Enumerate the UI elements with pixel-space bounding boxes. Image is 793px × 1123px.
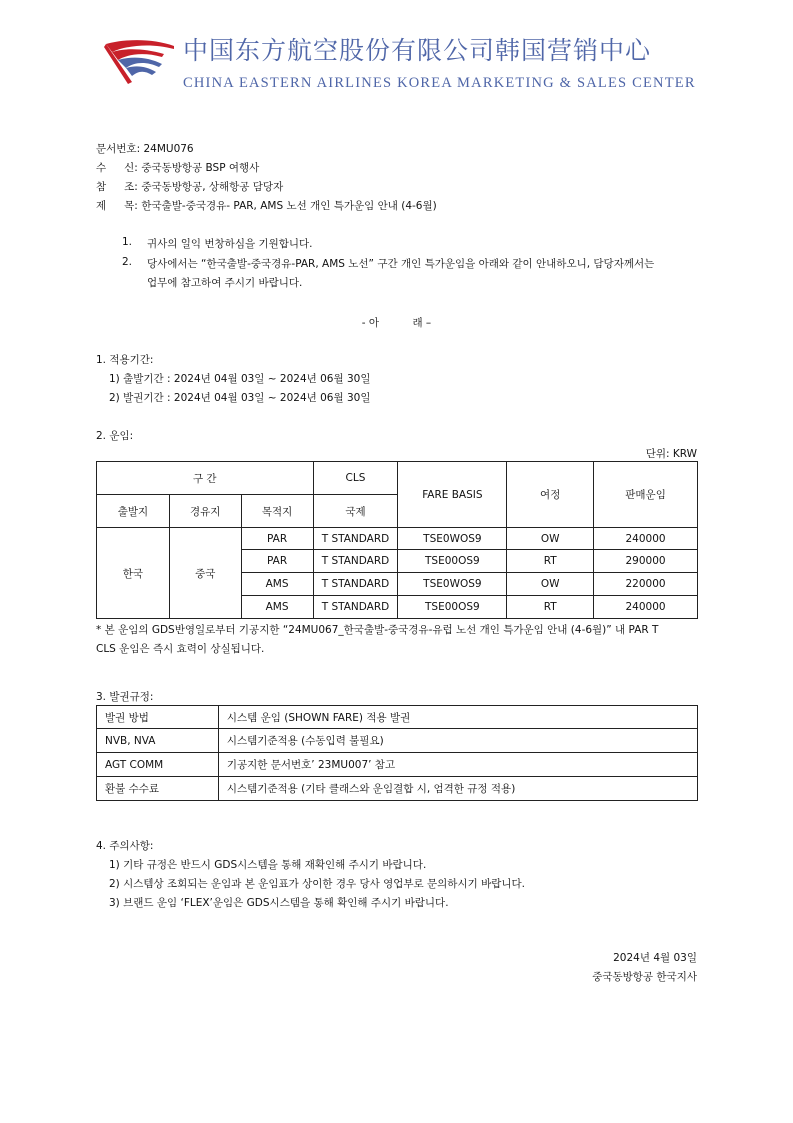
fare-basis-cell: TSE00OS9 <box>398 596 507 619</box>
reference: 중국동방항공, 상해항공 담당자 <box>141 181 284 193</box>
table-row <box>97 753 698 777</box>
rule-label: AGT COMM <box>97 753 219 777</box>
header-origin: 출발지 <box>97 495 170 528</box>
dest-cell: AMS <box>241 573 313 596</box>
swallow-logo-icon <box>104 30 176 86</box>
section-2-title: 2. 운임: <box>96 430 134 442</box>
table-row <box>97 729 698 753</box>
caution-1: 1) 기타 규정은 반드시 GDS시스템을 통해 재확인해 주시기 바랍니다. <box>109 859 427 871</box>
journey-cell: OW <box>507 573 594 596</box>
journey-cell: OW <box>507 528 594 550</box>
via-cell: 중국 <box>169 528 241 619</box>
issue-date: 2024년 4월 03일 <box>613 952 697 964</box>
table-row <box>97 706 698 729</box>
rule-label: 발권 방법 <box>97 706 219 729</box>
header-fare-basis: FARE BASIS <box>398 462 507 528</box>
journey-cell: RT <box>507 550 594 573</box>
origin-cell: 한국 <box>97 528 170 619</box>
doc-number-label: 문서번호: <box>96 143 141 155</box>
currency-unit: 단위: KRW <box>645 448 697 460</box>
header-route: 구 간 <box>97 462 314 495</box>
reference-label-a: 참 <box>96 181 107 193</box>
price-cell: 290000 <box>594 550 698 573</box>
dest-cell: AMS <box>241 596 313 619</box>
intro-item-2-line-2: 업무에 참고하여 주시기 바랍니다. <box>147 277 303 289</box>
company-name-english: CHINA EASTERN AIRLINES KOREA MARKETING & SALES CENTER <box>183 75 696 91</box>
cls-cell: T STANDARD <box>313 550 398 573</box>
section-1-title: 1. 적용기간: <box>96 354 154 366</box>
rule-label: NVB, NVA <box>97 729 219 753</box>
table-row <box>97 528 698 550</box>
reference-label-b: 조: <box>124 181 138 193</box>
fare-note-line-1: * 본 운임의 GDS반영일로부터 기공지한 “24MU067_한국출발-중국경유-유럽 노선 개인 특가운임 안내 (4-6월)” 내 PAR T <box>96 624 659 636</box>
below-heading: - 아 래 – <box>361 317 432 329</box>
rule-value: 시스템기준적용 (수동입력 불필요) <box>218 729 697 753</box>
recipient: 중국동방항공 BSP 여행사 <box>141 162 260 174</box>
rule-value: 시스템기준적용 (기타 클래스와 운임결합 시, 엄격한 규정 적용) <box>218 777 697 801</box>
intro-item-2-line-1: 당사에서는 “한국출발-중국경유-PAR, AMS 노선” 구간 개인 특가운임을 아래와 같이 안내하오니, 담당자께서는 <box>147 258 655 270</box>
header-cls: CLS <box>313 462 398 495</box>
caution-3: 3) 브랜드 운임 ‘FLEX’운임은 GDS시스템을 통해 확인해 주시기 바랍니다. <box>109 897 449 909</box>
intro-item-1: 귀사의 일익 번창하심을 기원합니다. <box>147 238 313 250</box>
section-4-title: 4. 주의사항: <box>96 840 154 852</box>
fare-note-line-2: CLS 운임은 즉시 효력이 상실됩니다. <box>96 643 265 655</box>
recipient-label-b: 신: <box>124 162 138 174</box>
rule-value: 기공지한 문서번호’ 23MU007’ 참고 <box>218 753 697 777</box>
ticketing-period: 2) 발권기간 : 2024년 04월 03일 ~ 2024년 06월 30일 <box>109 392 371 404</box>
price-cell: 220000 <box>594 573 698 596</box>
reference-line <box>96 179 283 194</box>
subject-line <box>96 198 437 213</box>
header-via: 경유지 <box>169 495 241 528</box>
header-destination: 목적지 <box>241 495 313 528</box>
cls-cell: T STANDARD <box>313 573 398 596</box>
company-name-chinese: 中国东方航空股份有限公司韩国营销中心 <box>183 36 652 65</box>
dest-cell: PAR <box>241 550 313 573</box>
doc-number-line <box>96 141 194 156</box>
table-row <box>97 777 698 801</box>
subject: 한국출발-중국경유- PAR, AMS 노선 개인 특가운임 안내 (4-6월) <box>141 200 437 212</box>
doc-number: 24MU076 <box>143 143 194 155</box>
rule-label: 환불 수수료 <box>97 777 219 801</box>
intro-item-2-number: 2. <box>122 256 133 268</box>
subject-label-a: 제 <box>96 200 107 212</box>
header-journey: 여정 <box>507 462 594 528</box>
rule-value: 시스템 운임 (SHOWN FARE) 적용 발권 <box>218 706 697 729</box>
dest-cell: PAR <box>241 528 313 550</box>
fare-basis-cell: TSE00OS9 <box>398 550 507 573</box>
recipient-label-a: 수 <box>96 162 107 174</box>
departure-period: 1) 출발기간 : 2024년 04월 03일 ~ 2024년 06월 30일 <box>109 373 371 385</box>
header-price: 판매운임 <box>594 462 698 528</box>
caution-2: 2) 시스템상 조회되는 운임과 본 운임표가 상이한 경우 당사 영업부로 문의하시기 바랍니다. <box>109 878 525 890</box>
fare-basis-cell: TSE0WOS9 <box>398 573 507 596</box>
fare-basis-cell: TSE0WOS9 <box>398 528 507 550</box>
price-cell: 240000 <box>594 528 698 550</box>
intro-item-1-number: 1. <box>122 236 133 248</box>
journey-cell: RT <box>507 596 594 619</box>
recipient-line <box>96 160 259 175</box>
cls-cell: T STANDARD <box>313 528 398 550</box>
cls-cell: T STANDARD <box>313 596 398 619</box>
subject-label-b: 목: <box>124 200 138 212</box>
header-international: 국제 <box>313 495 398 528</box>
section-3-title: 3. 발권규정: <box>96 691 154 703</box>
signature: 중국동방항공 한국지사 <box>592 971 697 983</box>
fare-table <box>96 461 698 619</box>
ticketing-rules-table <box>96 705 698 801</box>
price-cell: 240000 <box>594 596 698 619</box>
